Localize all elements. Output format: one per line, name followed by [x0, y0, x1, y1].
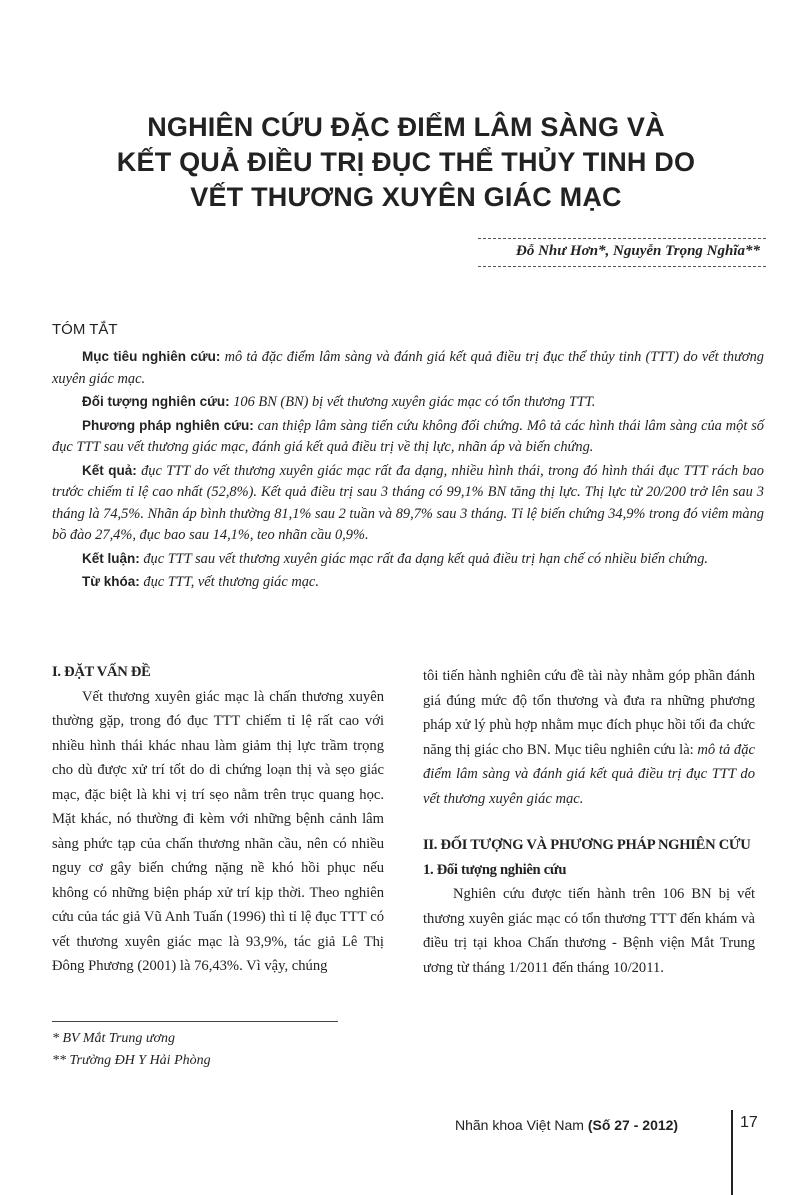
- author-list: Đỗ Như Hơn*, Nguyễn Trọng Nghĩa**: [515, 243, 760, 259]
- section1-paragraph: Vết thương xuyên giác mạc là chấn thương xuyên thường gặp, trong đó đục TTT chiếm tỉ lệ rất cao với nhiều hình thái khác nhau làm giảm thị lực trầm trọng cho dù được xử trí tốt do di chứng loạn thị và sẹo giác mạc, đặc biệt là khi vị trí sẹo nằm trên trục quang học. Mặt khác, nó thường đi kèm với những bệnh cảnh lâm sàng phức tạp của chấn thương nhãn cầu, nên có nhiều nguy cơ gây biến chứng nặng nề khó hồi phục nếu không có những biện pháp xử trí kịp thời. Theo nghiên cứu của tác giả Vũ Anh Tuấn (1996) thì tỉ lệ đục TTT có vết thương xuyên giác mạc là 93,9%, tác giả Lê Thị Đông Phương (2001) là 76,43%. Vì vậy, chúng: [52, 688, 384, 974]
- abstract-results: [52, 460, 764, 547]
- right-column: [423, 664, 755, 980]
- footer-divider: [731, 1110, 733, 1195]
- section2-subheading: 1. Đối tượng nghiên cứu: [423, 861, 567, 878]
- abstract-methods: [52, 415, 764, 459]
- conclusion-text: đục TTT sau vết thương xuyên giác mạc rất đa dạng kết quả điều trị hạn chế có nhiều biến chứng.: [139, 550, 709, 567]
- footnotes: [52, 1028, 211, 1072]
- results-label: Kết quả:: [82, 462, 137, 478]
- conclusion-label: Kết luận:: [82, 550, 140, 566]
- objective-text: mô tả đặc điểm lâm sàng và đánh giá kết quả điều trị đục thể thủy tinh (TTT) do vết thương xuyên giác mạc.: [52, 349, 764, 387]
- journal-footer: [455, 1117, 678, 1133]
- keywords-text: đục TTT, vết thương giác mạc.: [139, 574, 319, 590]
- subjects-label: Đối tượng nghiên cứu:: [82, 394, 230, 409]
- section1-cont-italic: mô tả đặc điểm lâm sàng và đánh giá kết quả điều trị đục TTT do vết thương xuyên giác mạc.: [423, 741, 755, 807]
- section1-cont-text: tôi tiến hành nghiên cứu đề tài này nhằm góp phần đánh giá đúng mức độ tổn thương và đưa ra những phương pháp xử lý phù hợp nhằm mục đích phục hồi tối đa chức năng thị giác cho BN. Mục tiêu nghiên cứu là:: [423, 668, 755, 758]
- section2-paragraph: Nghiên cứu được tiến hành trên 106 BN bị vết thương xuyên giác mạc có tổn thương TTT đến khám và điều trị tại khoa Chấn thương - Bệnh viện Mắt Trung ương từ tháng 1/2011 đến tháng 10/2011.: [423, 886, 755, 976]
- abstract-objective: [52, 346, 764, 390]
- title-line-1: NGHIÊN CỨU ĐẶC ĐIỂM LÂM SÀNG VÀ: [147, 112, 665, 142]
- abstract-body: [52, 346, 764, 595]
- footnote-divider: [52, 1021, 338, 1022]
- journal-name: Nhãn khoa Việt Nam: [455, 1117, 588, 1133]
- title-line-3: VẾT THƯƠNG XUYÊN GIÁC MẠC: [190, 182, 622, 212]
- objective-label: Mục tiêu nghiên cứu:: [82, 349, 221, 364]
- keywords-label: Từ khóa:: [82, 574, 140, 589]
- abstract-subjects: [52, 391, 764, 414]
- results-text: đục TTT do vết thương xuyên giác mạc rất đa dạng, nhiều hình thái, trong đó hình thái đục TTT rách bao trước chiếm tỉ lệ cao nhất (52,8%). Kết quả điều trị sau 3 tháng có 99,1% BN tăng thị lực. Thị lực từ 20/200 trở lên sau 3 tháng là 74,5%. Nhãn áp bình thường 81,1% sau 2 tuần và 89,7% sau 3 tháng. Tỉ lệ biến chứng 34,9% trong đó viêm màng bồ đào 27,4%, đục bao sau 14,1%, teo nhãn cầu 0,9%.: [52, 462, 764, 543]
- methods-label: Phương pháp nghiên cứu:: [82, 417, 254, 433]
- abstract-conclusion: [52, 548, 764, 571]
- journal-issue: (Số 27 - 2012): [587, 1117, 679, 1133]
- methods-text: can thiệp lâm sàng tiến cứu không đối chứng. Mô tả các hình thái lâm sàng của một số đục TTT sau vết thương giác mạc, đánh giá kết quả điều trị về thị lực, nhãn áp và biến chứng.: [52, 417, 764, 455]
- section1-heading: I. ĐẶT VẤN ĐỀ: [52, 664, 151, 680]
- page-number: 17: [740, 1114, 758, 1131]
- title-line-2: KẾT QUẢ ĐIỀU TRỊ ĐỤC THỂ THỦY TINH DO: [116, 147, 696, 177]
- abstract-keywords: [52, 571, 764, 594]
- author-rule-bottom: [478, 266, 766, 267]
- section2-heading: II. ĐỐI TƯỢNG VÀ PHƯƠNG PHÁP NGHIÊN CỨU: [423, 837, 751, 853]
- abstract-heading: TÓM TẮT: [52, 321, 118, 338]
- left-column: [52, 660, 384, 979]
- footnote-1: * BV Mắt Trung ương: [52, 1031, 175, 1046]
- article-title: [60, 110, 752, 215]
- section1-continuation: [423, 664, 755, 811]
- subjects-text: 106 BN (BN) bị vết thương xuyên giác mạc có tổn thương TTT.: [229, 394, 596, 410]
- author-rule-top: [478, 238, 766, 239]
- footnote-2: ** Trường ĐH Y Hải Phòng: [52, 1053, 211, 1068]
